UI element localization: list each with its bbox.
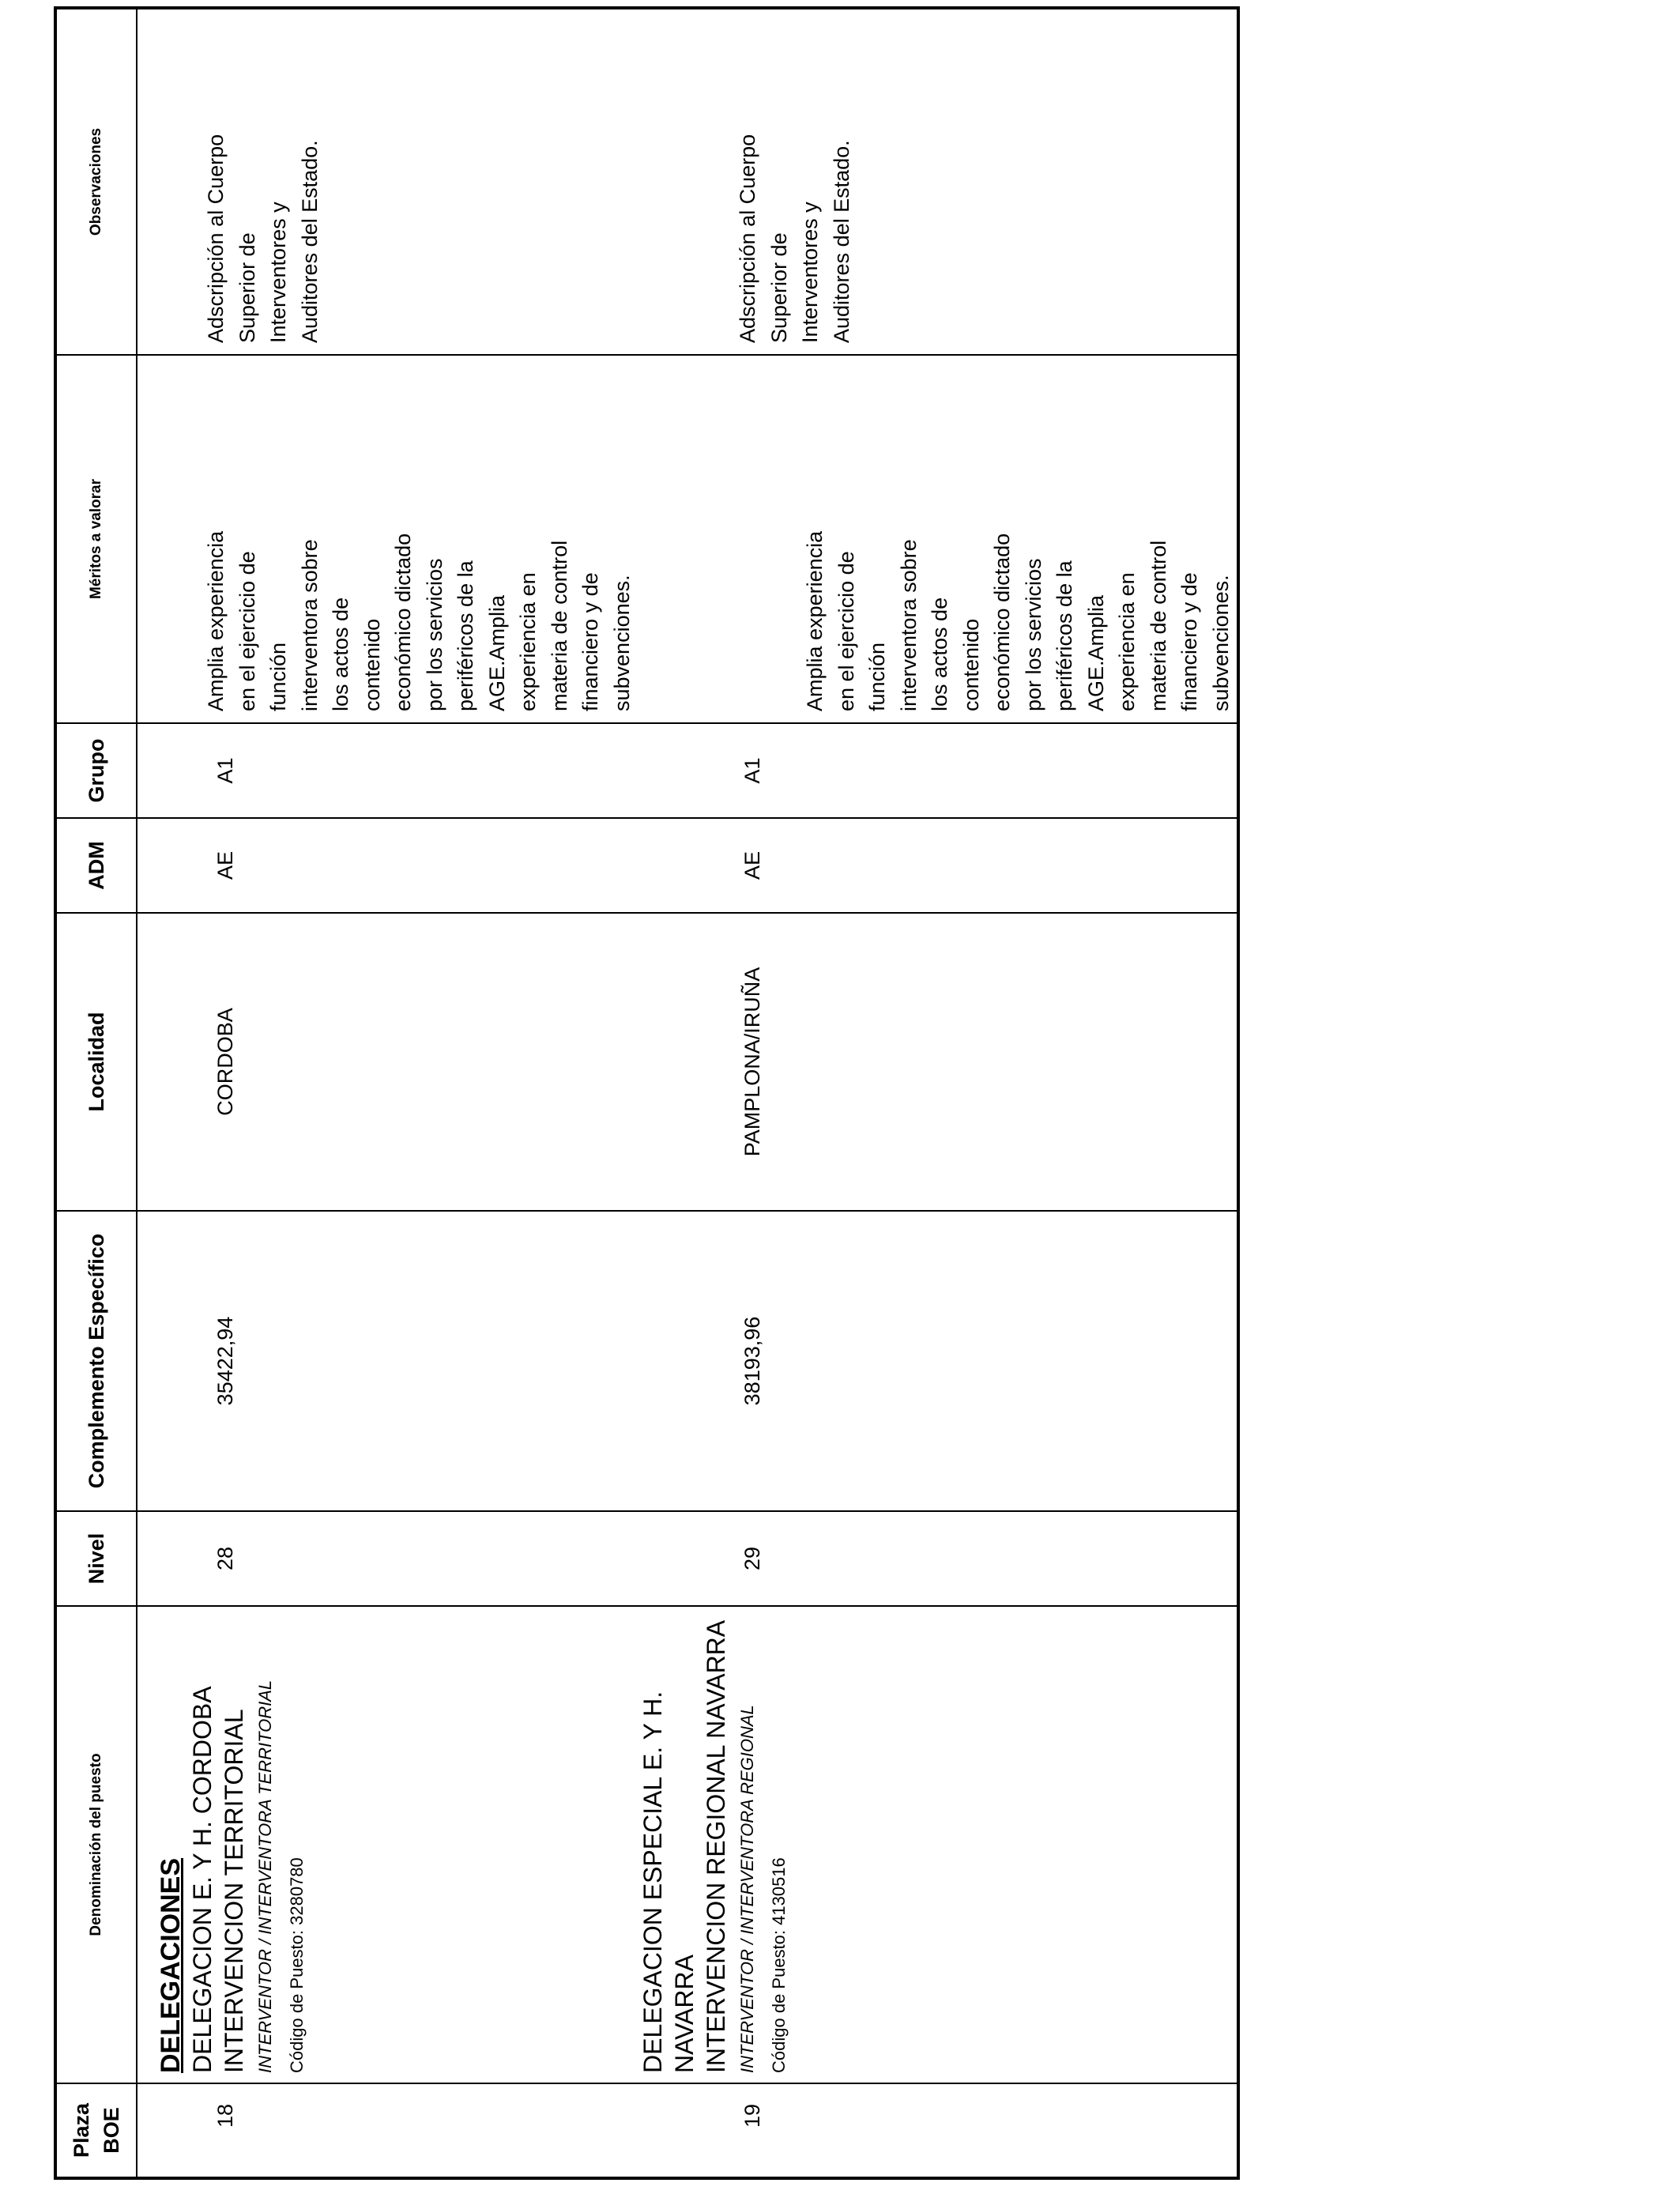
row1-cargo: INTERVENTOR / INTERVENTORA TERRITORIAL xyxy=(255,1679,275,2073)
section-title: DELEGACIONES xyxy=(156,1857,186,2073)
row2-codigo: Código de Puesto: 4130516 xyxy=(769,1857,789,2073)
meritos-19: Amplia experiencia en el ejercicio de función interventora sobre los actos de contenido económico dictado por los servicios periféricos de la AGE.Amplia experiencia en materia de control financiero y de subvenciones. xyxy=(803,530,1233,711)
header-denominacion: Denominación del puesto xyxy=(55,1606,137,2083)
nivel-19: 29 xyxy=(740,1546,764,1571)
meritos-cell xyxy=(137,355,1238,723)
header-complemento: Complemento Específico xyxy=(55,1211,137,1511)
header-meritos: Méritos a valorar xyxy=(55,355,137,723)
row1-intervencion: INTERVENCION TERRITORIAL xyxy=(220,1709,248,2073)
row2-intervencion: INTERVENCION REGIONAL NAVARRA xyxy=(702,1619,730,2073)
row2-cargo: INTERVENTOR / INTERVENTORA REGIONAL xyxy=(737,1705,757,2073)
complemento-18: 35422,94 xyxy=(213,1316,237,1406)
grupo-cell xyxy=(137,723,1238,818)
observaciones-18: Adscripción al Cuerpo Superior de Interventores y Auditores del Estado. xyxy=(204,134,322,343)
observaciones-cell xyxy=(137,8,1238,355)
plaza-cell xyxy=(137,2083,1238,2178)
localidad-18: CORDOBA xyxy=(213,1008,237,1116)
row2-delegacion: DELEGACION ESPECIAL E. Y H. NAVARRA xyxy=(638,1691,699,2073)
localidad-19: PAMPLONA/IRUÑA xyxy=(740,967,764,1157)
row1-codigo: Código de Puesto: 3280780 xyxy=(287,1857,307,2073)
adm-19: AE xyxy=(740,850,764,880)
nivel-18: 28 xyxy=(213,1546,237,1571)
header-plaza: Plaza BOE xyxy=(55,2083,137,2178)
observaciones-19: Adscripción al Cuerpo Superior de Interventores y Auditores del Estado. xyxy=(736,134,853,343)
nivel-cell xyxy=(137,1511,1238,1606)
grupo-19: A1 xyxy=(740,757,764,784)
complemento-19: 38193,96 xyxy=(740,1316,764,1406)
meritos-18: Amplia experiencia en el ejercicio de función interventora sobre los actos de contenido económico dictado por los servicios periféricos de la AGE.Amplia experiencia en materia de control financiero y de subvenciones. xyxy=(204,530,634,711)
rotated-table-container xyxy=(54,9,1233,2180)
grupo-18: A1 xyxy=(213,757,237,784)
table-row xyxy=(137,8,1238,2178)
plaza-19: 19 xyxy=(740,2103,764,2128)
header-grupo: Grupo xyxy=(55,723,137,818)
denominacion-cell xyxy=(137,1606,1238,2083)
adm-cell xyxy=(137,818,1238,913)
header-localidad: Localidad xyxy=(55,913,137,1211)
positions-table xyxy=(54,6,1240,2180)
complemento-cell xyxy=(137,1211,1238,1511)
row1-delegacion: DELEGACION E. Y H. CORDOBA xyxy=(188,1686,217,2073)
header-nivel: Nivel xyxy=(55,1511,137,1606)
localidad-cell xyxy=(137,913,1238,1211)
plaza-18: 18 xyxy=(213,2103,237,2128)
header-observaciones: Observaciones xyxy=(55,8,137,355)
header-row xyxy=(55,8,137,2178)
header-adm: ADM xyxy=(55,818,137,913)
adm-18: AE xyxy=(213,850,237,880)
